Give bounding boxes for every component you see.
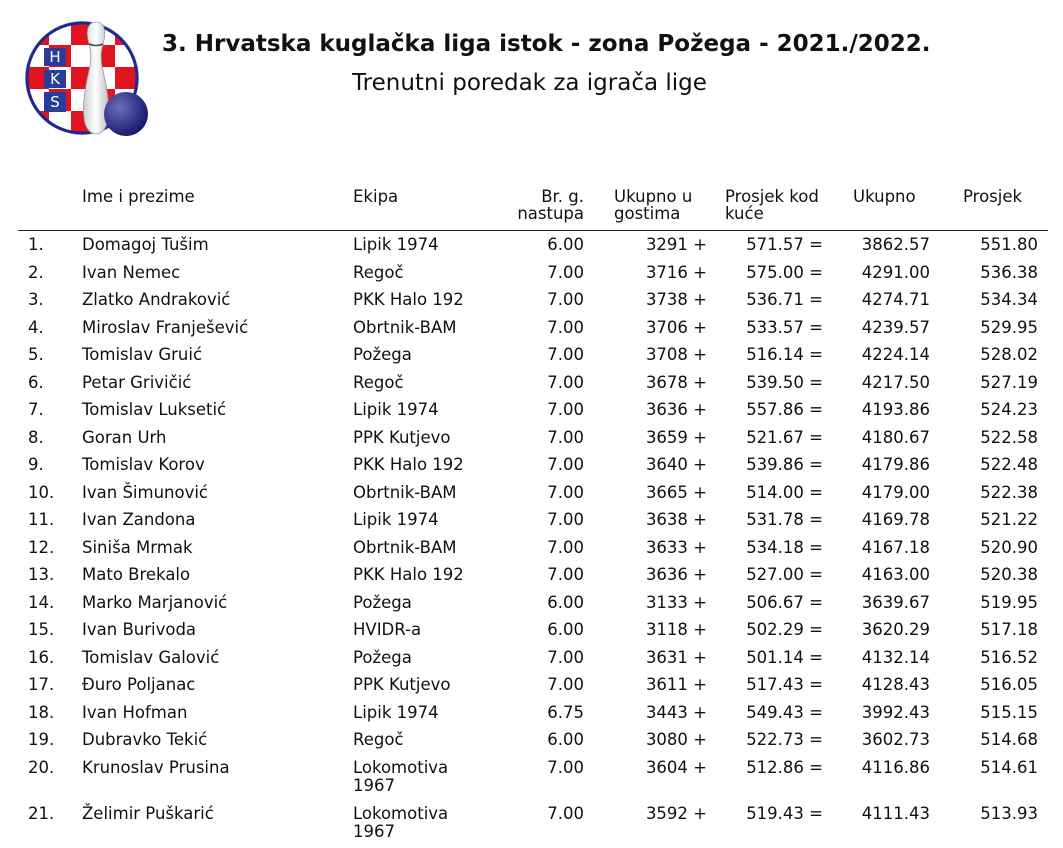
total-cell: 4169.78 [861,510,930,529]
total-cell: 4180.67 [861,427,930,447]
team-cell: Obrtnik-BAM [353,537,457,557]
away-cell: 3738 + [645,290,707,309]
name-cell: Dubravko Tekić [82,730,208,749]
home-cell: 512.86 = [746,757,823,777]
avg-cell: 514.68 [980,730,1038,749]
games-cell: 7.00 [547,400,584,419]
name-cell: Marko Marjanović [82,592,228,612]
rank-cell: 6. [28,372,44,392]
avg-cell: 520.90 [980,537,1038,557]
home-cell: 557.86 = [746,400,823,419]
table-body [18,231,1048,846]
total-cell: 4111.43 [861,803,930,823]
away-cell: 3640 + [645,455,707,474]
avg-cell: 534.34 [980,290,1038,309]
away-cell: 3708 + [645,345,707,364]
games-cell: 7.00 [547,537,584,557]
logo-letter-h: H [49,48,61,66]
games-cell: 7.00 [547,317,584,337]
total-cell: 4291.00 [861,262,930,282]
games-cell: 7.00 [547,565,584,584]
logo-letter-k: K [50,70,60,88]
avg-cell: 522.58 [980,427,1038,447]
name-cell: Đuro Poljanac [82,675,196,694]
header-total: Ukupno [853,187,916,206]
home-cell: 506.67 = [746,592,823,612]
total-cell: 4224.14 [861,345,930,364]
header-name: Ime i prezime [82,187,195,206]
home-cell: 534.18 = [746,537,823,557]
rank-cell: 21. [28,803,55,823]
table-row [18,616,1048,644]
header-games: Br. g. nastupa [517,187,584,223]
games-cell: 6.00 [547,730,584,749]
name-cell: Domagoj Tušim [82,235,209,254]
avg-cell: 528.02 [980,345,1038,364]
table-row [18,534,1048,562]
team-cell: PKK Halo 192 [353,565,464,584]
total-cell: 4239.57 [861,317,930,337]
avg-cell: 513.93 [980,803,1038,823]
header-team: Ekipa [353,187,399,206]
avg-cell: 516.05 [980,675,1038,694]
rank-cell: 3. [28,290,44,309]
table-row [18,561,1048,589]
home-cell: 514.00 = [746,482,823,502]
name-cell: Tomislav Korov [82,455,205,474]
team-cell: Požega [353,647,412,667]
home-cell: 539.50 = [746,372,823,392]
table-row [18,726,1048,754]
home-cell: 536.71 = [746,290,823,309]
away-cell: 3665 + [645,482,707,502]
total-cell: 4163.00 [861,565,930,584]
table-row [18,369,1048,397]
team-cell: HVIDR-a [353,620,422,639]
avg-cell: 516.52 [980,647,1038,667]
rank-cell: 18. [28,702,55,722]
away-cell: 3080 + [645,730,707,749]
avg-cell: 536.38 [980,262,1038,282]
avg-cell: 514.61 [980,757,1038,777]
name-cell: Ivan Nemec [82,262,181,282]
name-cell: Petar Grivičić [82,372,192,392]
name-cell: Tomislav Gruić [82,345,203,364]
total-cell: 3639.67 [861,592,930,612]
team-cell: Požega [353,345,412,364]
total-cell: 4217.50 [861,372,930,392]
away-cell: 3636 + [645,400,707,419]
avg-cell: 519.95 [980,592,1038,612]
home-cell: 549.43 = [746,702,823,722]
team-cell: Obrtnik-BAM [353,317,457,337]
name-cell: Ivan Šimunović [82,482,209,502]
header-home: Prosjek kod kuće [725,187,819,223]
rank-cell: 19. [28,730,55,749]
rank-cell: 12. [28,537,55,557]
total-cell: 3992.43 [861,702,930,722]
rank-cell: 5. [28,345,44,364]
games-cell: 7.00 [547,345,584,364]
rank-cell: 9. [28,455,44,474]
rank-cell: 11. [28,510,55,529]
team-cell: Lipik 1974 [353,510,439,529]
name-cell: Mato Brekalo [82,565,191,584]
header-away: Ukupno u gostima [614,187,693,223]
rank-cell: 7. [28,400,44,419]
team-cell: Regoč [353,262,404,282]
avg-cell: 527.19 [980,372,1038,392]
games-cell: 7.00 [547,647,584,667]
name-cell: Želimir Puškarić [82,803,214,823]
team-cell: Lokomotiva 1967 [353,803,449,841]
home-cell: 522.73 = [746,730,823,749]
total-cell: 4128.43 [861,675,930,694]
table-row [18,396,1048,424]
games-cell: 7.00 [547,262,584,282]
avg-cell: 522.48 [980,455,1038,474]
name-cell: Krunoslav Prusina [82,757,230,777]
name-cell: Ivan Hofman [82,702,188,722]
total-cell: 3862.57 [861,235,930,254]
home-cell: 501.14 = [746,647,823,667]
name-cell: Ivan Burivoda [82,620,197,639]
total-cell: 3602.73 [861,730,930,749]
table-row [18,479,1048,507]
away-cell: 3678 + [645,372,707,392]
games-cell: 7.00 [547,482,584,502]
home-cell: 516.14 = [746,345,823,364]
away-cell: 3133 + [645,592,707,612]
rank-cell: 15. [28,620,55,639]
rank-cell: 20. [28,757,55,777]
name-cell: Miroslav Franješević [82,317,249,337]
name-cell: Goran Urh [82,427,167,447]
avg-cell: 529.95 [980,317,1038,337]
team-cell: Lokomotiva 1967 [353,757,449,795]
games-cell: 7.00 [547,290,584,309]
team-cell: Regoč [353,372,404,392]
rank-cell: 16. [28,647,55,667]
table-row [18,506,1048,534]
table-row [18,259,1048,287]
avg-cell: 515.15 [980,702,1038,722]
team-cell: Požega [353,592,412,612]
away-cell: 3611 + [645,675,707,694]
games-cell: 7.00 [547,675,584,694]
team-cell: Obrtnik-BAM [353,482,457,502]
rank-cell: 4. [28,317,44,337]
avg-cell: 522.38 [980,482,1038,502]
table-row [18,231,1048,259]
table-header [18,186,1048,231]
rank-cell: 2. [28,262,44,282]
home-cell: 527.00 = [746,565,823,584]
rank-cell: 14. [28,592,55,612]
avg-cell: 524.23 [980,400,1038,419]
games-cell: 6.75 [547,702,584,722]
away-cell: 3716 + [645,262,707,282]
away-cell: 3443 + [645,702,707,722]
team-cell: Regoč [353,730,404,749]
home-cell: 575.00 = [746,262,823,282]
table-row [18,644,1048,672]
total-cell: 4274.71 [861,290,930,309]
away-cell: 3291 + [645,235,707,254]
games-cell: 7.00 [547,455,584,474]
header-avg: Prosjek [963,187,1023,206]
table-row [18,286,1048,314]
name-cell: Tomislav Galović [82,647,220,667]
away-cell: 3631 + [645,647,707,667]
away-cell: 3636 + [645,565,707,584]
total-cell: 4116.86 [861,757,930,777]
games-cell: 6.00 [547,235,584,254]
away-cell: 3706 + [645,317,707,337]
page-title: 3. Hrvatska kuglačka liga istok - zona Požega - 2021./2022. [162,31,931,57]
table-row [18,451,1048,479]
games-cell: 7.00 [547,427,584,447]
hks-logo [22,14,152,144]
name-cell: Ivan Zandona [82,510,196,529]
table-row [18,341,1048,369]
games-cell: 6.00 [547,620,584,639]
name-cell: Tomislav Luksetić [82,400,227,419]
team-cell: PPK Kutjevo [353,427,451,447]
team-cell: Lipik 1974 [353,702,439,722]
rank-cell: 1. [28,235,44,254]
home-cell: 519.43 = [746,803,823,823]
games-cell: 7.00 [547,510,584,529]
home-cell: 531.78 = [746,510,823,529]
team-cell: PKK Halo 192 [353,290,464,309]
away-cell: 3633 + [645,537,707,557]
home-cell: 533.57 = [746,317,823,337]
team-cell: PPK Kutjevo [353,675,451,694]
games-cell: 6.00 [547,592,584,612]
total-cell: 3620.29 [861,620,930,639]
away-cell: 3592 + [645,803,707,823]
games-cell: 7.00 [547,803,584,823]
total-cell: 4193.86 [861,400,930,419]
table-row [18,589,1048,617]
rank-cell: 10. [28,482,55,502]
rank-cell: 13. [28,565,55,584]
name-cell: Siniša Mrmak [82,537,193,557]
team-cell: Lipik 1974 [353,400,439,419]
table-row [18,800,1048,846]
name-cell: Zlatko Andraković [82,290,231,309]
total-cell: 4179.00 [861,482,930,502]
home-cell: 521.67 = [746,427,823,447]
logo-letter-s: S [50,93,60,111]
page-subtitle: Trenutni poredak za igrača lige [352,70,707,96]
total-cell: 4167.18 [861,537,930,557]
away-cell: 3659 + [645,427,707,447]
total-cell: 4179.86 [861,455,930,474]
avg-cell: 551.80 [980,235,1038,254]
away-cell: 3118 + [645,620,707,639]
games-cell: 7.00 [547,372,584,392]
away-cell: 3604 + [645,757,707,777]
home-cell: 517.43 = [746,675,823,694]
avg-cell: 521.22 [980,510,1038,529]
team-cell: Lipik 1974 [353,235,439,254]
rank-cell: 8. [28,427,44,447]
avg-cell: 517.18 [980,620,1038,639]
total-cell: 4132.14 [861,647,930,667]
home-cell: 571.57 = [746,235,823,254]
home-cell: 502.29 = [746,620,823,639]
away-cell: 3638 + [645,510,707,529]
table-row [18,699,1048,727]
table-row [18,314,1048,342]
team-cell: PKK Halo 192 [353,455,464,474]
table-row [18,754,1048,800]
games-cell: 7.00 [547,757,584,777]
table-row [18,424,1048,452]
rank-cell: 17. [28,675,55,694]
standings-table [18,186,1048,846]
home-cell: 539.86 = [746,455,823,474]
table-row [18,671,1048,699]
avg-cell: 520.38 [980,565,1038,584]
